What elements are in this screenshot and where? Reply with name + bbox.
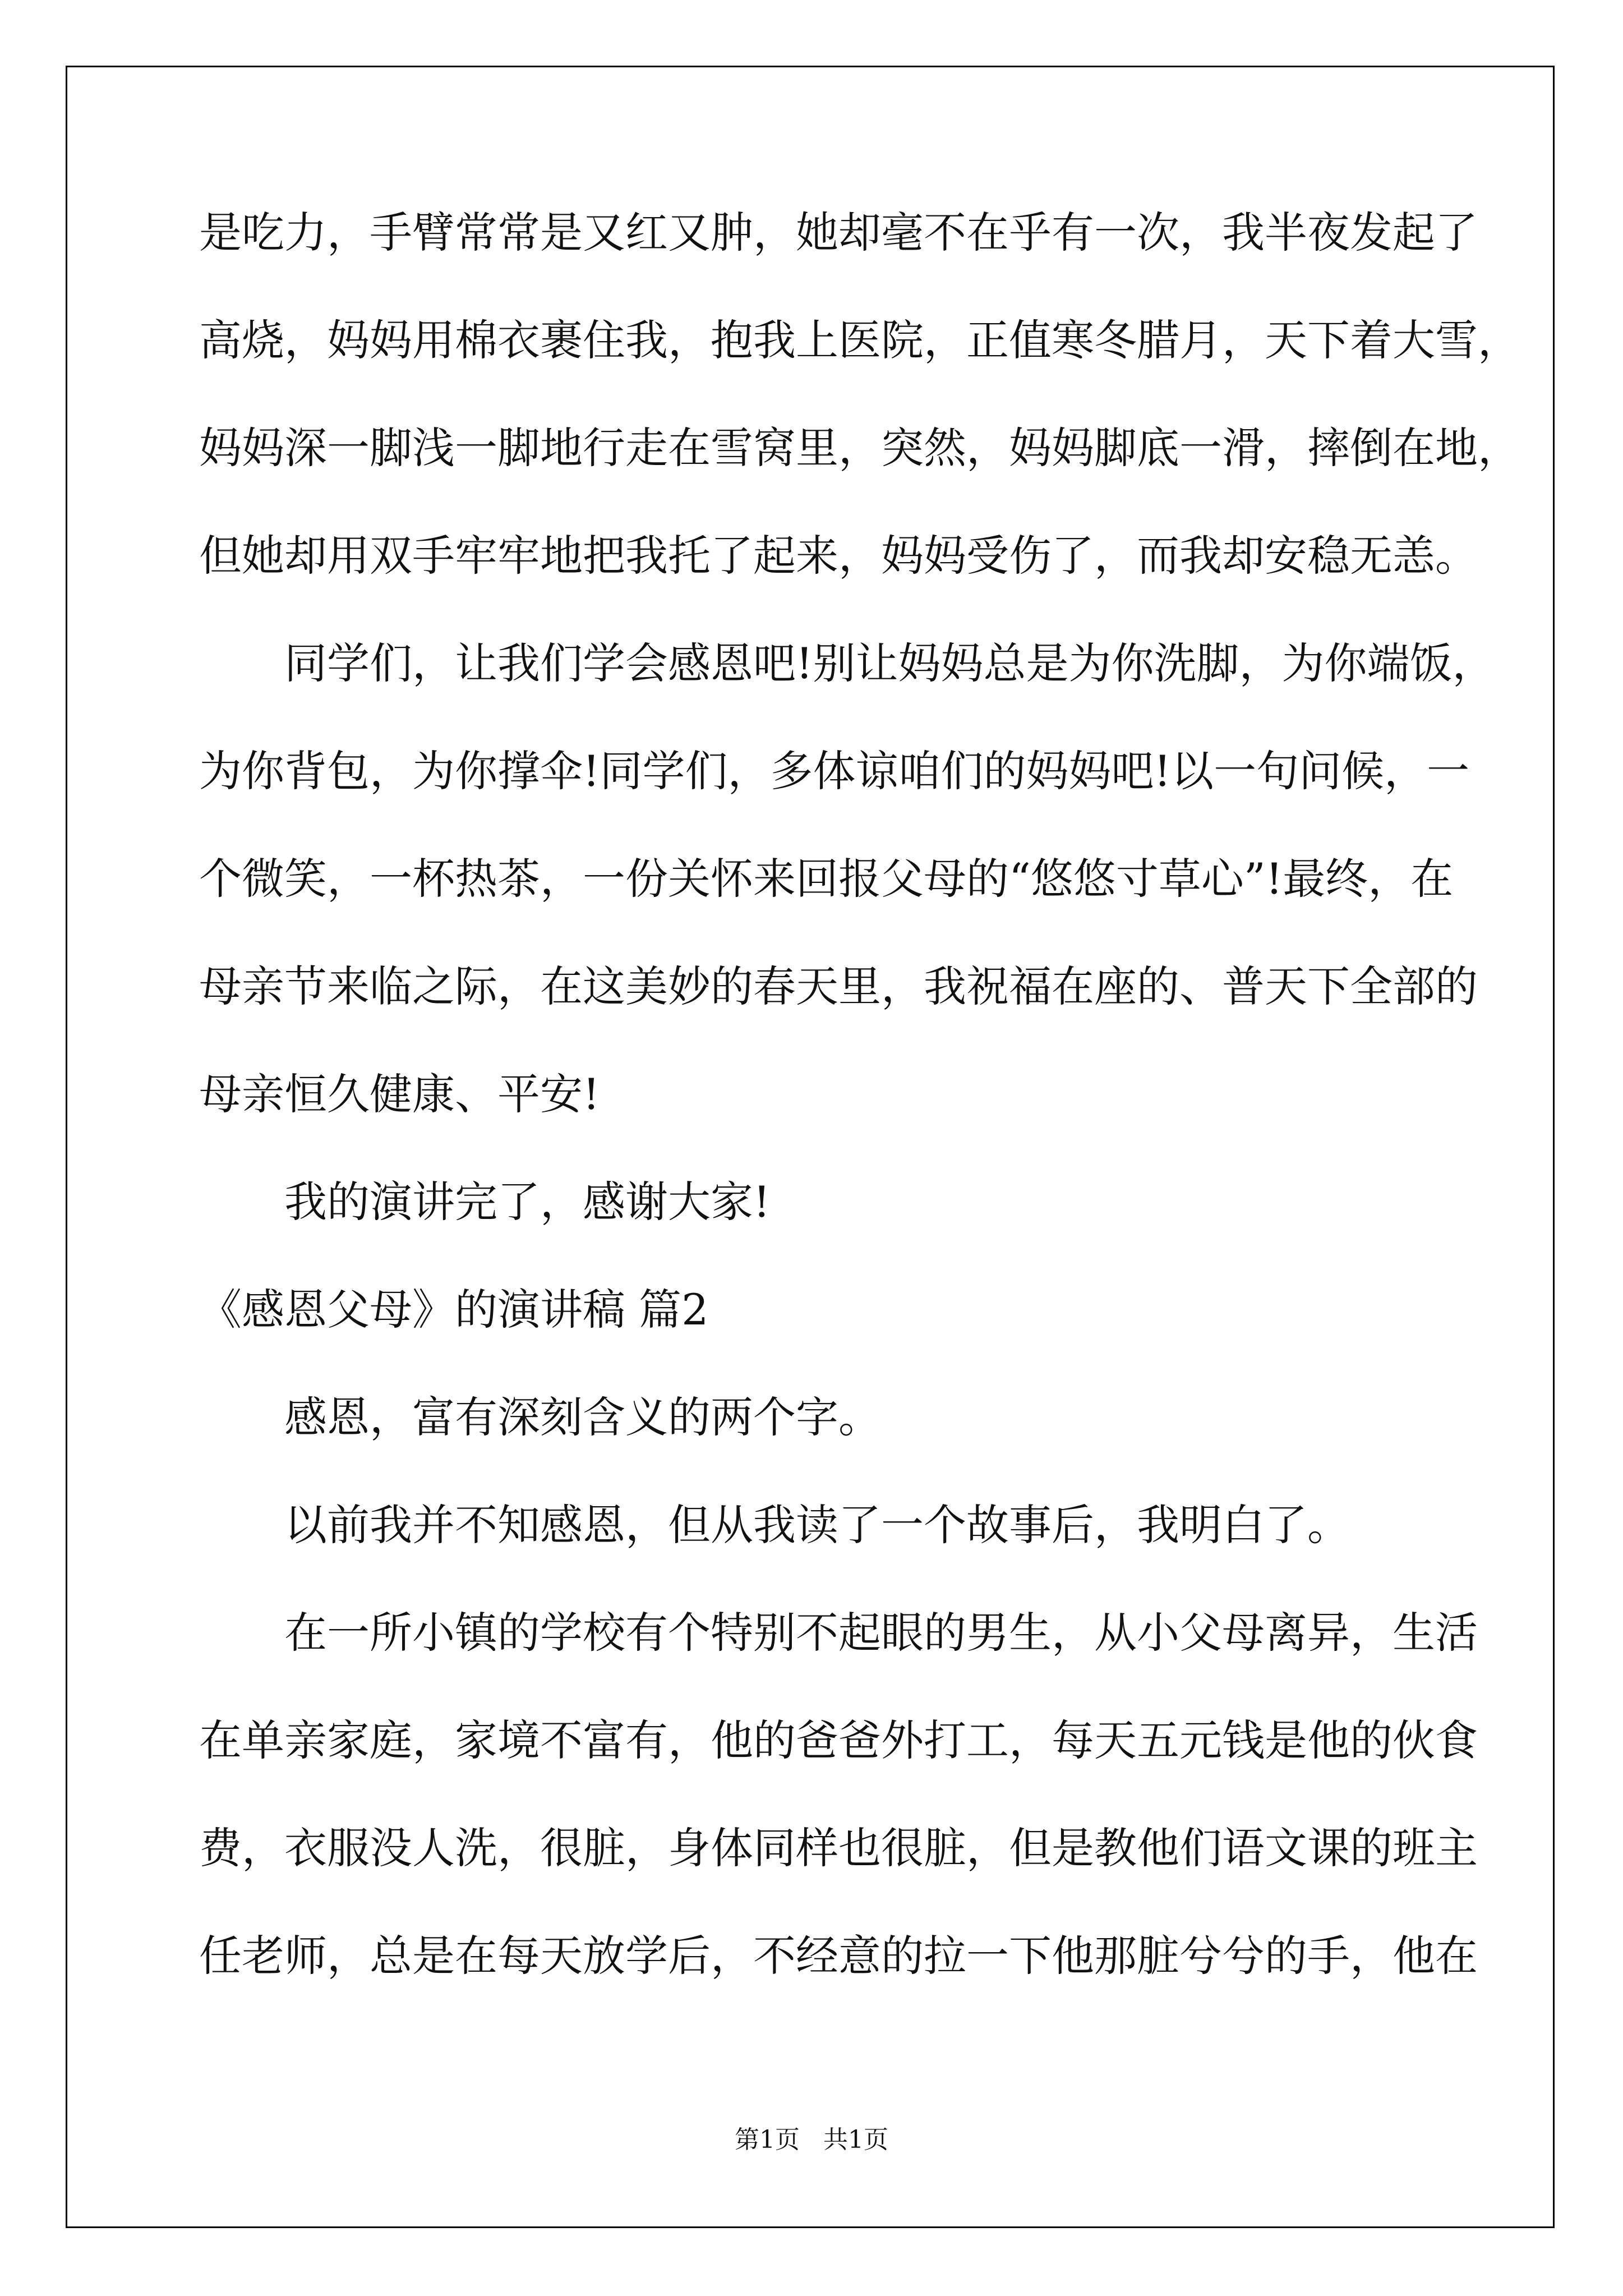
text-line: 妈妈深一脚浅一脚地行走在雪窝里，突然，妈妈脚底一滑，摔倒在地， — [199, 423, 1520, 473]
text-line: 为你背包，为你撑伞!同学们，多体谅咱们的妈妈吧!以一句问候，一 — [199, 746, 1470, 796]
text-line: 在单亲家庭，家境不富有，他的爸爸外打工，每天五元钱是他的伙食 — [199, 1715, 1478, 1765]
page-total: 共1页 — [823, 2125, 888, 2154]
paragraph-start: 我的演讲完了，感谢大家! — [284, 1177, 771, 1227]
paragraph-start: 以前我并不知感恩，但从我读了一个故事后，我明白了。 — [284, 1500, 1350, 1550]
page-footer — [0, 2119, 1623, 2155]
text-line: 费，衣服没人洗，很脏，身体同样也很脏，但是教他们语文课的班主 — [199, 1823, 1478, 1873]
page-number: 第1页 — [735, 2125, 800, 2154]
document-body — [199, 202, 1520, 2033]
paragraph-start: 感恩，富有深刻含义的两个字。 — [284, 1392, 881, 1442]
text-line: 高烧，妈妈用棉衣裹住我，抱我上医院，正值寒冬腊月，天下着大雪， — [199, 315, 1520, 365]
paragraph-start: 同学们，让我们学会感恩吧!别让妈妈总是为你洗脚，为你端饭， — [284, 638, 1495, 688]
text-line: 但她却用双手牢牢地把我托了起来，妈妈受伤了，而我却安稳无恙。 — [199, 531, 1478, 581]
text-line: 任老师，总是在每天放学后，不经意的拉一下他那脏兮兮的手，他在 — [199, 1931, 1478, 1981]
paragraph-start: 在一所小镇的学校有个特别不起眼的男生，从小父母离异，生活 — [284, 1608, 1478, 1658]
text-line: 个微笑，一杯热茶，一份关怀来回报父母的“悠悠寸草心”!最终，在 — [199, 854, 1454, 904]
text-line: 母亲节来临之际，在这美妙的春天里，我祝福在座的、普天下全部的 — [199, 961, 1478, 1011]
text-line: 母亲恒久健康、平安! — [199, 1069, 600, 1119]
section-heading: 《感恩父母》的演讲稿 篇2 — [199, 1285, 709, 1335]
text-line: 是吃力，手臂常常是又红又肿，她却毫不在乎有一次，我半夜发起了 — [199, 208, 1478, 257]
